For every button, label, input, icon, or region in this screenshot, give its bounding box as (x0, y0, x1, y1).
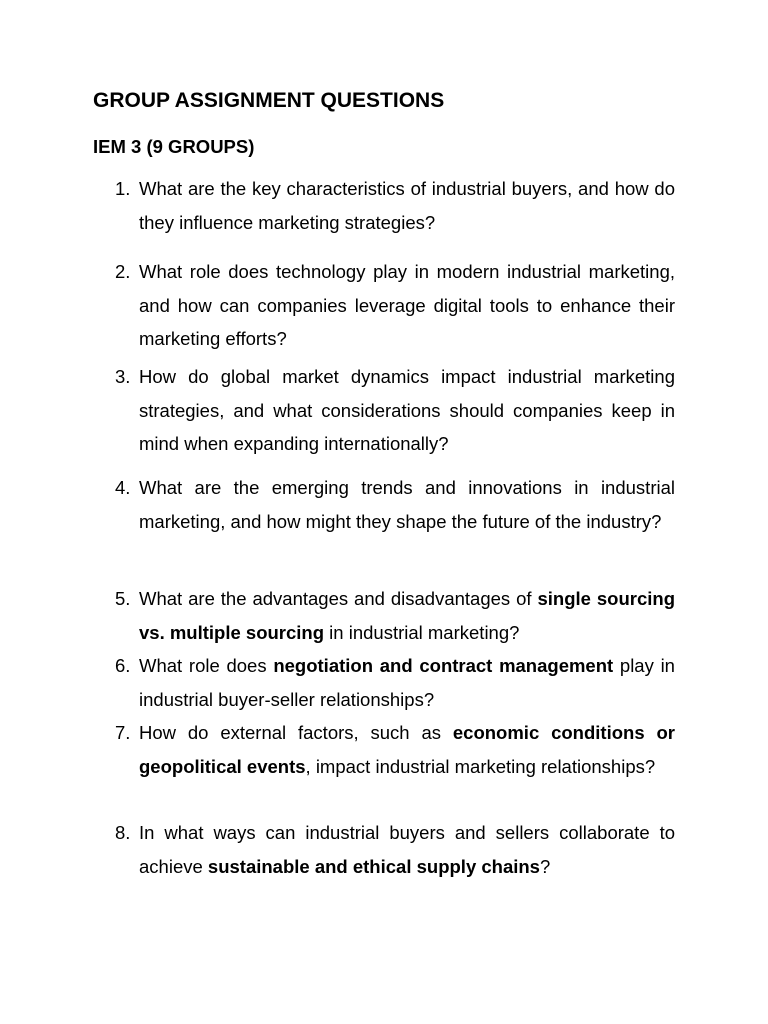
question-text (139, 716, 675, 783)
question-segment: ? (539, 855, 551, 877)
question-segment: What are the advantages and disadvantages of (139, 588, 538, 609)
document-title: GROUP ASSIGNMENT QUESTIONS (93, 89, 445, 112)
question-emphasis: economic conditions or geopolitical events (139, 722, 675, 777)
question-number: 8. (115, 822, 131, 843)
question-segment: What are the emerging trends and innovations in industrial marketing, and how might they shape the future of the industry? (139, 477, 675, 532)
question-item (115, 360, 675, 461)
question-item (115, 582, 675, 649)
question-emphasis: sustainable and ethical supply chains (207, 855, 540, 877)
question-text (139, 172, 675, 239)
question-text (139, 471, 675, 538)
question-segment: in industrial marketing? (324, 621, 520, 643)
question-emphasis: negotiation and contract management (273, 655, 614, 676)
question-number: 7. (115, 722, 131, 743)
question-segment: What role does (139, 655, 274, 676)
question-segment: What are the key characteristics of industrial buyers, and how do they influence marketing strategies? (139, 178, 675, 233)
question-item (115, 716, 675, 783)
document-subtitle: IEM 3 (9 GROUPS) (93, 136, 255, 157)
question-segment: , impact industrial marketing relationships? (305, 755, 656, 777)
question-text (139, 582, 675, 649)
question-text (139, 255, 675, 356)
question-emphasis: single sourcing vs. multiple sourcing (139, 588, 676, 643)
question-number: 4. (115, 477, 131, 498)
question-number: 5. (115, 588, 131, 609)
question-number: 2. (115, 261, 131, 282)
question-segment: What role does technology play in modern industrial marketing, and how can companies leverage digital tools to enhance their marketing efforts? (139, 261, 675, 350)
question-item (115, 816, 675, 883)
question-number: 6. (115, 655, 131, 676)
question-text (139, 360, 675, 461)
question-number: 3. (115, 366, 131, 387)
question-text (139, 816, 675, 883)
question-item (115, 255, 675, 356)
question-segment: In what ways can industrial buyers and sellers collaborate to achieve (139, 822, 675, 877)
question-item (115, 649, 675, 716)
question-item (115, 172, 675, 239)
question-number: 1. (115, 178, 131, 199)
question-segment: How do global market dynamics impact industrial marketing strategies, and what considerations should companies keep in mind when expanding internationally? (139, 366, 675, 455)
question-segment: How do external factors, such as (139, 722, 453, 743)
question-item (115, 471, 675, 538)
question-segment: play in industrial buyer-seller relationships? (139, 655, 675, 710)
question-text (139, 649, 675, 716)
